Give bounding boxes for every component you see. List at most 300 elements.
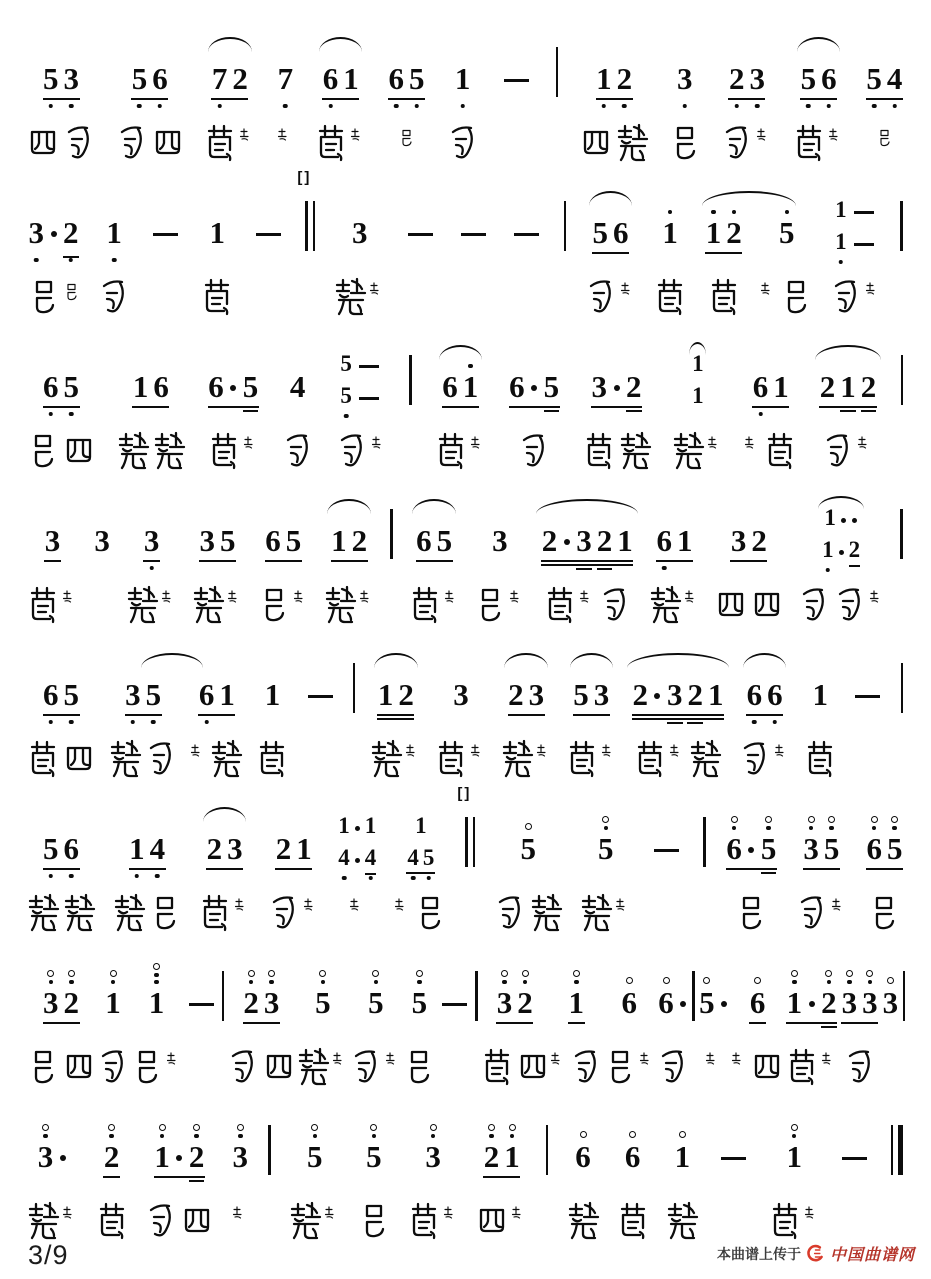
note-digit: 1 <box>296 831 312 866</box>
octave-marks <box>319 970 326 984</box>
octave-marks <box>791 1124 798 1138</box>
low-octave-dot <box>328 104 333 109</box>
system-row <box>26 1092 905 1242</box>
note-group <box>369 630 422 780</box>
jianzipu-glyph-icon <box>579 892 613 934</box>
jianzipu-glyph-icon <box>529 892 563 934</box>
note-digit: 2 <box>819 369 836 404</box>
jianpu-note <box>26 217 47 264</box>
jianzipu-glyph-icon <box>26 122 60 164</box>
note-digit: 5 <box>145 677 162 712</box>
two-voice-stack <box>690 352 706 416</box>
rest-dash <box>308 695 333 698</box>
beam-line <box>131 98 168 100</box>
jianzipu-glyph-icon <box>161 590 178 610</box>
note-digit: 1 <box>129 831 145 866</box>
jianzipu-row <box>785 1034 838 1088</box>
note-digit: 3 <box>882 985 899 1020</box>
two-voice-stack <box>338 352 384 416</box>
octave-marks <box>501 970 508 984</box>
note-group <box>200 168 234 318</box>
low-octave-dot <box>827 104 832 109</box>
jianzipu-glyph-icon <box>234 898 251 918</box>
octave-marks <box>887 977 894 984</box>
barline <box>473 817 475 867</box>
jianzipu-row <box>27 264 80 318</box>
jianpu-note <box>207 217 228 264</box>
notation-row <box>801 784 842 880</box>
note-digit: 5 <box>219 523 236 558</box>
jianzipu-row <box>480 1034 550 1088</box>
jianpu-note <box>92 525 113 572</box>
stack-row <box>338 384 384 416</box>
jianpu-note <box>41 833 62 880</box>
jianpu-note <box>614 63 635 110</box>
barline <box>546 1125 548 1175</box>
jianzipu-glyph-icon <box>359 590 376 610</box>
jianzipu-row <box>653 264 687 318</box>
note-group <box>125 476 178 626</box>
high-octave-dot <box>574 980 579 985</box>
rest-dash <box>359 365 379 368</box>
barline-cell <box>899 630 905 780</box>
note-digit: 3 <box>63 61 79 96</box>
note-group <box>206 322 261 472</box>
barline-cell <box>899 322 905 472</box>
jianzipu-glyph-icon <box>369 738 403 780</box>
barline-cell <box>898 168 904 318</box>
low-octave-dots <box>368 876 373 881</box>
note-digit: 6 <box>656 523 673 558</box>
jianpu-note <box>820 538 836 570</box>
beam-line <box>541 560 633 562</box>
note-digit: 4 <box>289 369 306 404</box>
note-stack <box>394 784 447 934</box>
notation-row <box>589 322 644 418</box>
notation-row <box>414 476 455 572</box>
note-stack <box>335 322 388 472</box>
note-group <box>768 1092 821 1242</box>
note-group <box>566 1092 600 1242</box>
jianzipu-row <box>803 726 837 780</box>
jianzipu-glyph-icon <box>720 122 754 164</box>
note-group <box>190 630 243 780</box>
barline <box>900 509 902 559</box>
jianzipu-row <box>648 572 701 626</box>
beam-line <box>596 98 633 100</box>
notation-row <box>197 476 238 572</box>
jianpu-note <box>749 525 770 572</box>
note-digit: 1 <box>209 215 225 250</box>
jianpu-note <box>225 833 246 880</box>
notation-row <box>817 322 879 418</box>
notation-row <box>209 14 250 110</box>
slur-arc <box>504 653 547 668</box>
note-group <box>434 630 487 780</box>
low-octave-dot <box>773 720 778 725</box>
notation-row <box>518 784 539 880</box>
notation-row <box>494 938 535 1034</box>
notation-row <box>141 476 162 572</box>
jianzipu-row <box>198 880 251 934</box>
jianpu-note <box>589 371 610 418</box>
jianzipu-row <box>281 418 315 472</box>
note-digit: 5 <box>866 61 882 96</box>
note-group <box>584 168 637 318</box>
note-digit: 2 <box>616 61 633 96</box>
jianzipu-row <box>671 418 724 472</box>
note-group <box>744 322 797 472</box>
low-octave-dot <box>137 104 142 109</box>
note-digit: 1 <box>219 677 235 712</box>
jianpu-note <box>434 525 455 572</box>
jianpu-note <box>860 970 881 1034</box>
jianzipu-glyph-icon <box>750 584 784 626</box>
jianpu-note <box>283 525 304 572</box>
notation-row <box>898 476 904 572</box>
jianzipu-glyph-icon <box>857 436 874 456</box>
jianzipu-glyph-icon <box>62 1046 96 1088</box>
notation-row <box>715 1092 752 1188</box>
beam-line <box>800 98 837 100</box>
barline-group <box>900 509 902 559</box>
beam-line <box>129 868 166 870</box>
jianpu-note <box>336 814 352 846</box>
notation-row <box>336 784 378 880</box>
jianzipu-glyph-icon <box>62 590 79 610</box>
high-octave-dot <box>313 1134 318 1139</box>
jianzipu-glyph-icon <box>243 436 260 456</box>
barline <box>703 817 705 867</box>
notation-row <box>596 784 617 880</box>
jianzipu-glyph-icon <box>618 430 652 472</box>
jianzipu-glyph-icon <box>96 1046 130 1088</box>
high-octave-dot <box>732 210 737 215</box>
note-digit: 3 <box>28 215 44 250</box>
jianzipu-row <box>125 572 178 626</box>
low-octave-dot <box>49 874 54 879</box>
note-digit: 1 <box>692 383 704 408</box>
high-octave-dot <box>111 980 116 985</box>
note-group <box>97 168 131 318</box>
note-digit: 5 <box>598 831 614 866</box>
note-group <box>349 938 402 1088</box>
jianzipu-glyph-icon <box>108 738 142 780</box>
jianpu-note <box>611 217 632 264</box>
slur-arc <box>627 653 729 668</box>
low-octave-dot <box>69 874 74 879</box>
jianpu-note <box>506 679 527 726</box>
jianzipu-row <box>402 1034 436 1088</box>
note-group <box>539 476 635 626</box>
jianpu-note <box>750 371 771 418</box>
octave-marks <box>711 210 716 215</box>
note-group <box>475 1092 528 1242</box>
jianzipu-glyph-icon <box>209 738 243 780</box>
beam-line <box>746 714 783 716</box>
low-octave-dot <box>283 104 288 109</box>
harmonic-ring-icon <box>509 1124 516 1131</box>
jianpu-note <box>320 63 341 110</box>
notation-row <box>302 630 339 726</box>
stack-row <box>690 384 706 416</box>
jianzipu-glyph-icon <box>385 1052 402 1072</box>
harmonic-ring-icon <box>268 970 275 977</box>
beam-line <box>749 1022 766 1024</box>
note-group <box>386 14 427 164</box>
jianzipu-row <box>277 110 294 164</box>
rest-cell <box>508 168 545 318</box>
low-octave-dot <box>394 104 399 109</box>
low-octave-dot <box>622 104 627 109</box>
note-digit: 6 <box>509 369 525 404</box>
beam-line <box>591 406 642 408</box>
notation-row <box>571 630 612 726</box>
harmonic-ring-icon <box>108 1124 115 1131</box>
note-digit: 5 <box>823 831 840 866</box>
slur-arc <box>570 653 613 668</box>
note-digit: 5 <box>760 831 777 866</box>
jianpu-note <box>363 846 379 878</box>
low-octave-dots <box>158 104 163 109</box>
jianzipu-glyph-icon <box>349 898 366 918</box>
note-digit: 5 <box>411 985 428 1020</box>
barline <box>222 971 224 1021</box>
rest-cell <box>849 630 886 780</box>
note-digit: 2 <box>398 677 414 712</box>
jianzipu-glyph-icon <box>332 1052 349 1072</box>
jianzipu-glyph-icon <box>779 276 813 318</box>
jianzipu-row <box>550 1034 603 1088</box>
notation-row <box>544 1092 550 1188</box>
low-octave-dots <box>755 104 760 109</box>
note-digit: 1 <box>154 1139 170 1174</box>
beam-line <box>728 98 765 100</box>
harmonic-ring-icon <box>846 970 853 977</box>
low-octave-dots <box>69 104 74 109</box>
high-octave-dot <box>109 1134 114 1139</box>
notation-row <box>473 938 479 1034</box>
jianzipu-glyph-icon <box>470 744 487 764</box>
notation-row <box>724 784 779 880</box>
notation-row <box>784 938 839 1034</box>
jianzipu-glyph-icon <box>324 1206 341 1226</box>
dot-after-note <box>839 550 844 555</box>
note-digit: 6 <box>208 369 224 404</box>
note-digit: 1 <box>106 215 122 250</box>
jianpu-note <box>452 63 473 110</box>
jianpu-note <box>518 823 539 880</box>
rest-dash <box>256 233 281 236</box>
jianzipu-glyph-icon <box>335 430 369 472</box>
jianpu-note <box>41 371 62 418</box>
note-digit: 1 <box>364 813 377 838</box>
jianzipu-row <box>446 110 480 164</box>
barline <box>465 817 467 867</box>
jianpu-note <box>241 970 262 1034</box>
note-digit: 1 <box>415 813 427 838</box>
note-group <box>203 14 256 164</box>
octave-marks <box>110 970 117 984</box>
jianzipu-glyph-icon <box>785 1046 819 1088</box>
barline <box>475 971 477 1021</box>
barline-group <box>546 1125 548 1175</box>
low-octave-dots <box>69 258 74 263</box>
notation-row <box>508 168 545 264</box>
note-digit: 6 <box>43 677 59 712</box>
note-digit: 3 <box>803 831 819 866</box>
note-digit: 1 <box>840 369 856 404</box>
high-octave-dot <box>69 980 74 985</box>
notation-row <box>573 1092 594 1188</box>
note-group <box>668 14 702 164</box>
note-digit: 2 <box>63 215 79 250</box>
note-group <box>703 168 744 318</box>
note-group <box>817 322 879 472</box>
high-octave-dot <box>892 826 897 831</box>
low-octave-dots <box>827 104 832 109</box>
jianpu-note <box>275 63 296 110</box>
jianpu-note <box>287 371 308 418</box>
low-octave-dots <box>217 104 222 109</box>
notation-row <box>42 476 63 572</box>
jianzipu-row <box>97 264 131 318</box>
harmonic-ring-icon <box>370 1124 377 1131</box>
dot-after-note <box>60 1155 66 1161</box>
harmonic-ring-icon <box>430 1124 437 1131</box>
note-digit: 5 <box>368 985 384 1020</box>
harmonic-ring-icon <box>866 970 873 977</box>
jianpu-note <box>101 1124 122 1188</box>
note-digit: 2 <box>483 1139 500 1174</box>
jianpu-note <box>675 525 696 572</box>
note-group <box>434 322 487 472</box>
notation-row <box>656 938 691 1034</box>
octave-marks <box>808 816 815 830</box>
notation-row <box>405 784 436 880</box>
notation-row <box>880 938 901 1034</box>
low-octave-dots <box>734 104 739 109</box>
slur-arc <box>327 499 370 514</box>
rest-cell <box>715 1092 752 1242</box>
note-digit: 5 <box>800 61 817 96</box>
jianpu-note <box>507 371 528 418</box>
slur-arc <box>743 653 786 668</box>
two-voice-stack <box>336 814 378 878</box>
dot-after-note <box>748 847 754 853</box>
note-digit: 4 <box>149 831 166 866</box>
jianzipu-glyph-icon <box>500 738 534 780</box>
high-octave-dot <box>269 980 274 985</box>
note-group <box>507 322 562 472</box>
note-digit: 1 <box>617 523 633 558</box>
harmonic-ring-icon <box>311 1124 318 1131</box>
high-octave-dot <box>785 210 790 215</box>
note-digit: 2 <box>206 831 223 866</box>
note-group <box>26 938 96 1088</box>
jianzipu-glyph-icon <box>267 892 301 934</box>
stack-row <box>336 814 378 846</box>
stack-row <box>690 352 706 384</box>
note-digit: 5 <box>340 383 352 408</box>
notation-row <box>351 630 357 726</box>
barline <box>268 1125 270 1175</box>
notation-row <box>697 938 732 1034</box>
beam-line <box>496 1022 533 1024</box>
jianpu-note <box>305 1124 326 1188</box>
note-stack <box>797 476 886 626</box>
jianpu-note <box>819 63 840 110</box>
slur-arc <box>203 807 246 822</box>
low-octave-dots <box>204 720 209 725</box>
notation-row <box>506 630 547 726</box>
jianpu-note <box>541 371 562 418</box>
jianpu-note <box>41 970 62 1034</box>
jianzipu-row <box>255 726 289 780</box>
dot-after-note <box>51 231 57 237</box>
note-group <box>26 784 96 934</box>
note-group <box>26 168 81 318</box>
notation-row <box>350 168 371 264</box>
rest-cell <box>402 168 439 318</box>
note-digit: 6 <box>442 369 458 404</box>
beam-line <box>44 560 61 562</box>
harmonic-ring-icon <box>319 970 326 977</box>
rest-cell <box>147 168 184 318</box>
notation-row <box>744 630 785 726</box>
note-group <box>26 630 96 780</box>
octave-marks <box>159 1124 166 1138</box>
rest-dash <box>721 1157 746 1160</box>
harmonic-ring-icon <box>159 1124 166 1131</box>
jianzipu-glyph-icon <box>734 892 768 934</box>
octave-marks <box>891 816 898 830</box>
note-group <box>26 14 96 164</box>
jianzipu-glyph-icon <box>369 282 386 302</box>
jianpu-note <box>42 525 63 572</box>
jianpu-note <box>127 833 148 880</box>
note-digit: 2 <box>626 369 642 404</box>
octave-marks <box>663 977 670 984</box>
beam-line <box>206 868 243 870</box>
note-digit: 2 <box>517 985 533 1020</box>
jianpu-note <box>240 371 261 418</box>
note-digit: 5 <box>63 369 79 404</box>
jianpu-note <box>263 525 284 572</box>
jianpu-note <box>675 63 696 110</box>
beam-line-2 <box>541 564 633 566</box>
stack-row <box>413 814 429 846</box>
jianpu-note <box>35 1124 56 1188</box>
notation-row <box>297 168 317 264</box>
beam-line <box>208 406 259 408</box>
note-group <box>357 1092 391 1242</box>
note-group <box>493 784 563 934</box>
jianpu-note <box>744 679 765 726</box>
note-digit: 1 <box>835 197 847 222</box>
jianzipu-glyph-icon <box>615 122 649 164</box>
site-watermark <box>717 1242 915 1265</box>
barline <box>353 663 355 713</box>
notation-row <box>562 168 568 264</box>
beam-line <box>786 1022 837 1024</box>
stack-row <box>822 506 860 538</box>
jianzipu-glyph-icon <box>867 892 901 934</box>
notation-row <box>457 784 477 880</box>
jianzipu-glyph-icon <box>569 1046 603 1088</box>
octave-marks <box>602 816 609 830</box>
note-group <box>407 1092 460 1242</box>
